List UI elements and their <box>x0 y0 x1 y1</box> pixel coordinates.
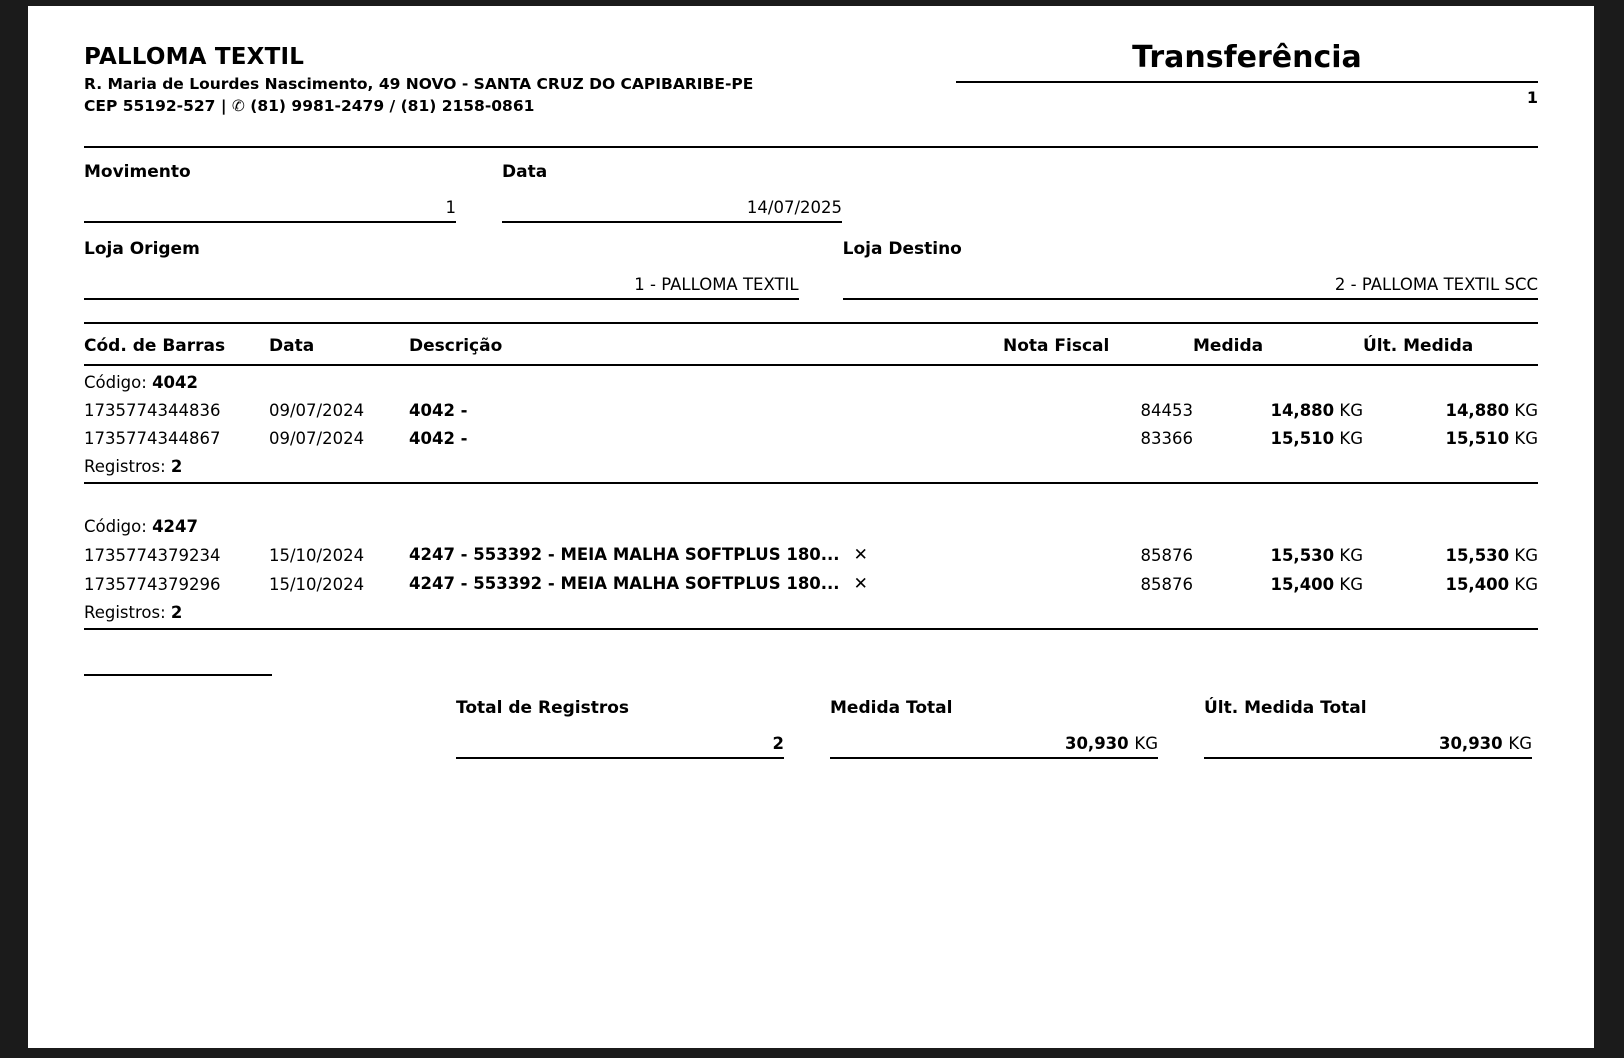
total-ult-medida-label: Últ. Medida Total <box>1204 698 1367 718</box>
group-header-label: Código: <box>84 517 147 536</box>
field-loja-origem-value: 1 - PALLOMA TEXTIL <box>84 275 799 300</box>
group-footer-label: Registros: <box>84 457 166 476</box>
cell-medida: 14,880 <box>1270 401 1335 420</box>
header-divider <box>84 146 1538 148</box>
page-number: 1 <box>1526 88 1538 107</box>
cell-nota-fiscal: 85876 <box>1140 575 1193 594</box>
cell-nota-fiscal: 84453 <box>1140 401 1193 420</box>
cell-ult-medida-unit: KG <box>1514 575 1538 594</box>
cell-medida-unit: KG <box>1339 401 1363 420</box>
fields-row-1 <box>84 162 1538 223</box>
total-medida <box>830 698 1158 759</box>
table-row <box>84 425 1538 453</box>
group-header-code: 4247 <box>152 517 198 536</box>
cell-descricao: 4247 - 553392 - MEIA MALHA SOFTPLUS 180... <box>409 574 840 593</box>
field-loja-origem <box>84 239 799 300</box>
group-footer-label: Registros: <box>84 603 166 622</box>
total-medida-unit: KG <box>1134 734 1158 753</box>
col-header-medida: Medida <box>1193 330 1363 365</box>
cell-nota-fiscal: 83366 <box>1140 429 1193 448</box>
page-title: Transferência <box>956 40 1538 83</box>
table-row <box>84 397 1538 425</box>
col-header-descricao: Descrição <box>409 330 1003 365</box>
cell-data: 09/07/2024 <box>269 401 365 420</box>
group-header-row <box>84 365 1538 397</box>
group-header-label: Código: <box>84 373 147 392</box>
field-movimento-value: 1 <box>84 198 456 223</box>
col-header-nota-fiscal: Nota Fiscal <box>1003 330 1193 365</box>
group-header-code: 4042 <box>152 373 198 392</box>
close-icon: ✕ <box>853 545 868 565</box>
close-icon: ✕ <box>853 574 868 594</box>
total-ult-medida <box>1204 698 1532 759</box>
cell-descricao: 4247 - 553392 - MEIA MALHA SOFTPLUS 180... <box>409 545 840 564</box>
cell-data: 15/10/2024 <box>269 546 365 565</box>
total-registros-label: Total de Registros <box>456 698 630 718</box>
document-title-block <box>956 40 1538 107</box>
items-divider <box>84 322 1538 324</box>
total-registros-value: 2 <box>456 734 784 759</box>
cell-data: 15/10/2024 <box>269 575 365 594</box>
field-movimento-label: Movimento <box>84 162 191 182</box>
cell-ult-medida-unit: KG <box>1514 429 1538 448</box>
company-name: PALLOMA TEXTIL <box>84 44 305 70</box>
cell-barras: 1735774379296 <box>84 575 221 594</box>
cell-medida-unit: KG <box>1339 546 1363 565</box>
col-header-barras: Cód. de Barras <box>84 330 269 365</box>
table-row <box>84 570 1538 599</box>
field-data <box>502 162 842 223</box>
cell-medida-unit: KG <box>1339 575 1363 594</box>
field-data-label: Data <box>502 162 548 182</box>
group-footer-row <box>84 599 1538 629</box>
items-table <box>84 330 1538 630</box>
field-loja-destino <box>843 239 1538 300</box>
total-registros <box>456 698 784 759</box>
cell-descricao: 4042 - <box>409 401 468 420</box>
table-header-row <box>84 330 1538 365</box>
cell-medida: 15,510 <box>1270 429 1335 448</box>
cell-ult-medida: 14,880 <box>1445 401 1510 420</box>
company-contact: CEP 55192-527 | ✆ (81) 9981-2479 / (81) 2158-0861 <box>84 97 535 116</box>
total-ult-medida-value: 30,930 <box>1438 734 1503 753</box>
totals-spacer <box>84 698 456 759</box>
col-header-ult-medida: Últ. Medida <box>1363 330 1538 365</box>
fields-row-2 <box>84 239 1538 300</box>
cell-medida-unit: KG <box>1339 429 1363 448</box>
cell-barras: 1735774344867 <box>84 429 221 448</box>
group-spacer <box>84 483 1538 510</box>
field-loja-destino-value: 2 - PALLOMA TEXTIL SCC <box>843 275 1538 300</box>
cell-ult-medida: 15,510 <box>1445 429 1510 448</box>
document-header <box>84 40 1538 130</box>
totals-tick-rule <box>84 674 272 676</box>
field-loja-origem-label: Loja Origem <box>84 239 200 259</box>
cell-ult-medida-unit: KG <box>1514 401 1538 420</box>
cell-ult-medida-unit: KG <box>1514 546 1538 565</box>
totals-row <box>84 698 1538 759</box>
total-ult-medida-unit: KG <box>1508 734 1532 753</box>
group-footer-row <box>84 453 1538 483</box>
document-page <box>28 6 1594 1048</box>
field-movimento <box>84 162 456 223</box>
total-medida-label: Medida Total <box>830 698 953 718</box>
group-footer-value: 2 <box>170 603 183 622</box>
total-medida-value: 30,930 <box>1064 734 1129 753</box>
cell-medida: 15,400 <box>1270 575 1335 594</box>
col-header-data: Data <box>269 330 409 365</box>
cell-medida: 15,530 <box>1270 546 1335 565</box>
cell-nota-fiscal: 85876 <box>1140 546 1193 565</box>
cell-barras: 1735774344836 <box>84 401 221 420</box>
cell-descricao: 4042 - <box>409 429 468 448</box>
cell-data: 09/07/2024 <box>269 429 365 448</box>
cell-ult-medida: 15,530 <box>1445 546 1510 565</box>
cell-barras: 1735774379234 <box>84 546 221 565</box>
field-data-value: 14/07/2025 <box>502 198 842 223</box>
cell-ult-medida: 15,400 <box>1445 575 1510 594</box>
field-loja-destino-label: Loja Destino <box>842 239 962 259</box>
company-address: R. Maria de Lourdes Nascimento, 49 NOVO - SANTA CRUZ DO CAPIBARIBE-PE <box>84 75 754 93</box>
group-footer-value: 2 <box>170 457 183 476</box>
table-row <box>84 541 1538 570</box>
group-header-row <box>84 510 1538 541</box>
